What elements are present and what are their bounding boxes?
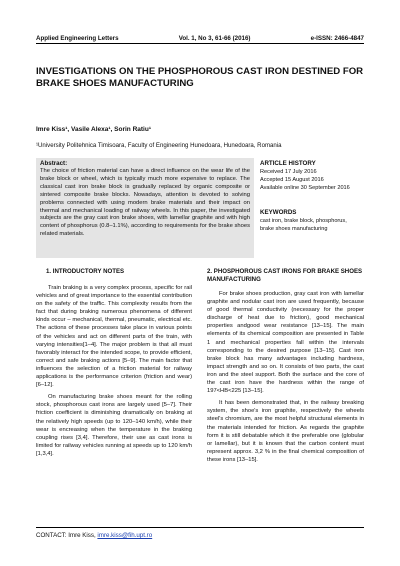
section-1-paragraph-1: Train braking is a very complex process, specific for rail vehicles and of great importance to the essential contribution on the safety of the traffic. This complexity results from the fact that during braking numerous phenomena of different kinds occur – mechanical, thermal, pneumatic, electrical etc. The actions of these processes take place in various points of the vehicles and act on different parts of the train, with varying intensities[1–4]. The major problem is that all must favorably interact for the intended scope, to provide efficient, correct and safe braking actions [5–9]. The main factor that influences the selection of a friction material for railway applications is the performance criterion (friction and wear) [6–12]. <box>36 285 192 389</box>
received-date: Received 17 July 2016 <box>260 169 317 175</box>
contact-footer <box>36 532 152 539</box>
available-date: Available online 30 September 2016 <box>260 185 350 191</box>
section-2-paragraph-2: It has been demonstrated that, in the railway breaking system, the shoe's iron graphite, respectively the wheels steel's chromium, are the most helpful structural elements in the materials intended for friction. As regards the graphite form it is still debatable which it the preferable one (globular or lamellar), but it is known that the carbon content must represent approx. 3,2 % in the final chemical composition of these irons [13–15]. <box>207 400 364 463</box>
article-history <box>260 168 350 192</box>
issn: e-ISSN: 2466-4847 <box>310 35 364 42</box>
paper-title: INVESTIGATIONS ON THE PHOSPHOROUS CAST IRON DESTINED FOR BRAKE SHOES MANUFACTURING <box>36 66 364 89</box>
keywords-heading: KEYWORDS <box>260 209 297 216</box>
section-1-body <box>36 284 192 458</box>
keywords-text: cast iron, brake block, phosphorus, brake shoes manufacturing <box>260 218 347 232</box>
article-history-heading: ARTICLE HISTORY <box>260 160 316 167</box>
contact-label: CONTACT: Imre Kiss, <box>36 532 98 539</box>
section-2-heading: 2. PHOSPHOROUS CAST IRONS FOR BRAKE SHOES MANUFACTURING <box>207 268 363 283</box>
header-divider <box>36 43 364 44</box>
footer-divider <box>36 527 364 528</box>
section-2-body <box>207 290 364 464</box>
authors: Imre Kiss¹, Vasile Alexa¹, Sorin Ratiu¹ <box>36 126 151 133</box>
accepted-date: Accepted 15 August 2016 <box>260 177 324 183</box>
contact-email-link[interactable]: imre.kiss@fih.upt.ro <box>97 532 153 539</box>
section-1-paragraph-2: On manufacturing brake shoes meant for the rolling stock, phosphorous cast irons are largely used [5–7]. Their friction coefficient is diminishing dramatically on braking at the relatively high speeds (up to 120–140 km/h), while their wear is encreasing when the temperature in the braking coupling rises [3,4]. Therefore, their use as cast irons is limited for railway vehicles running at speeds up to 120 km/h [1,3,4]. <box>36 394 192 457</box>
abstract-text: The choice of friction material can have a direct influence on the wear life of the brake block or wheel, which is typically much more expensive to replace. The classical cast iron brake block is gradually replaced by organic composite or sintered composite brake blocks. Nowadays, attention is devoted to solving problems connected with using modern brake materials and their impact on thermal and mechanical loading of railway wheels. In this paper, the investigated subjects are the gray cast iron brake shoes, with lamellar graphite and with high content of phosphorus (0.8–1.1%), according to requirements for the brake shoes related materials. <box>40 168 250 238</box>
affiliation: ¹University Politehnica Timisoara, Faculty of Engineering Hunedoara, Hunedoara, Romania <box>36 142 282 149</box>
journal-header <box>36 30 364 42</box>
section-1-heading: 1. INTRODUCTORY NOTES <box>46 268 125 275</box>
abstract-heading: Abstract: <box>40 160 68 167</box>
section-2-paragraph-1: For brake shoes production, gray cast iron with lamellar graphite and nodular cast iron are used frequently, because of good thermal conductivity (necessary for the proper discharge of heat due to friction), good mechanical properties andgood wear resistance [13–15]. The main elements of its chemical composition are presented in Table 1 and mechanical properties fall within the intervals corresponding to the desired purpose [13–15]. Cast iron brake block has many advantages including hardness, impact strength and so on. It consists of two parts, the cast iron and the steel support. Both the surface and the core of the cast iron have the hardness within the range of 197<HB<225 [13–15]. <box>207 291 364 395</box>
volume-info: Vol. 1, No 3, 61-66 (2016) <box>178 35 251 42</box>
journal-name: Applied Engineering Letters <box>36 35 119 42</box>
